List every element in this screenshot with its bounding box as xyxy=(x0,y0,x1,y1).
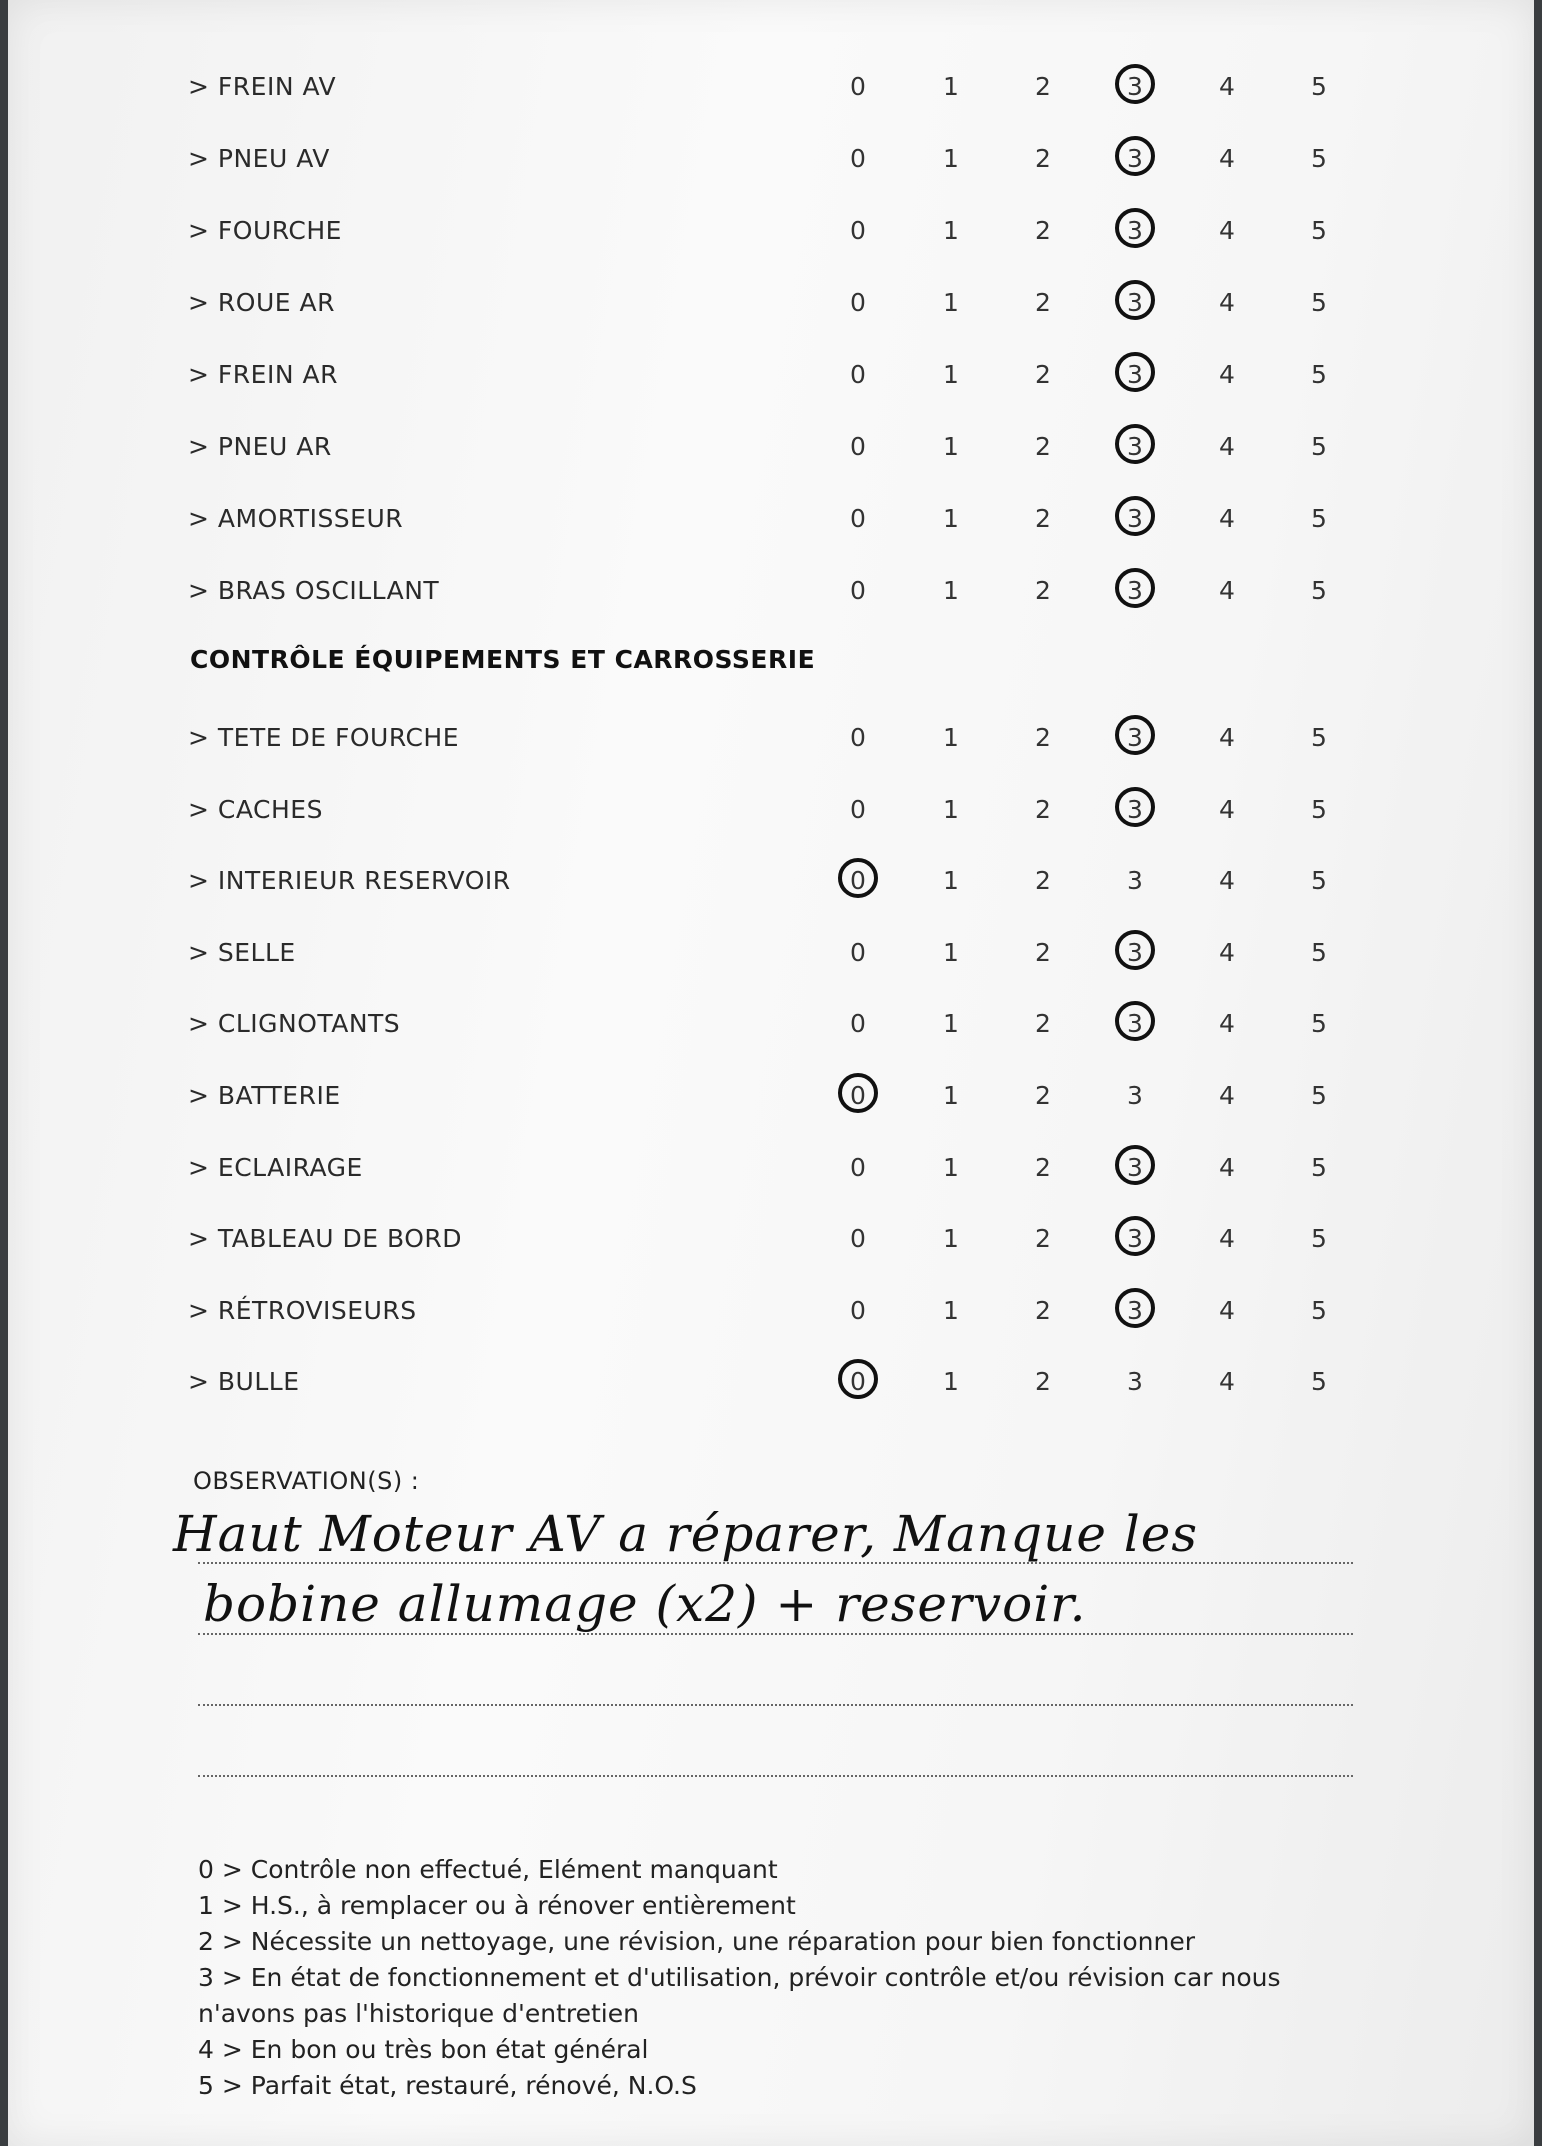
legend-item-4: 4 > En bon ou très bon état général xyxy=(198,2035,649,2064)
rating-option-5[interactable]: 5 xyxy=(1311,1224,1327,1254)
rating-option-1[interactable]: 1 xyxy=(943,288,959,317)
rating-option-1[interactable]: 1 xyxy=(943,576,959,605)
rating-option-2[interactable]: 2 xyxy=(1035,144,1051,173)
rating-option-1[interactable]: 1 xyxy=(943,432,959,461)
checklist-row xyxy=(8,566,1534,616)
checklist-item-label: > RÉTROVISEURS xyxy=(188,1295,417,1325)
rating-option-2[interactable]: 2 xyxy=(1035,360,1051,389)
rating-option-1[interactable]: 1 xyxy=(943,1081,959,1110)
selected-rating-circle xyxy=(1115,787,1155,827)
checklist-row xyxy=(8,928,1534,978)
checklist-row xyxy=(8,134,1534,184)
rating-option-3[interactable]: 3 xyxy=(1127,360,1143,389)
checklist-row xyxy=(8,278,1534,328)
rating-option-1[interactable]: 1 xyxy=(943,723,959,752)
rating-option-5[interactable]: 5 xyxy=(1311,1009,1327,1039)
rating-option-2[interactable]: 2 xyxy=(1035,1081,1051,1110)
rating-option-4[interactable]: 4 xyxy=(1219,866,1235,896)
checklist-row xyxy=(8,494,1534,544)
rating-option-5[interactable]: 5 xyxy=(1311,576,1327,605)
rating-option-4[interactable]: 4 xyxy=(1219,288,1235,317)
checklist-item-label: > FREIN AV xyxy=(188,72,337,101)
rating-option-0[interactable]: 0 xyxy=(850,576,866,605)
legend-item-5: 5 > Parfait état, restauré, rénové, N.O.S xyxy=(198,2071,697,2100)
rating-option-3[interactable]: 3 xyxy=(1127,576,1143,605)
checklist-item-label: > INTERIEUR RESERVOIR xyxy=(188,866,511,896)
checklist-row xyxy=(8,422,1534,472)
checklist-item-label: > CACHES xyxy=(188,794,323,824)
observations-title: OBSERVATION(S) : xyxy=(193,1467,420,1495)
rating-option-3[interactable]: 3 xyxy=(1127,866,1143,896)
checklist-row xyxy=(8,1143,1534,1193)
rating-option-3[interactable]: 3 xyxy=(1127,288,1143,317)
legend-item-1: 1 > H.S., à remplacer ou à rénover entièrement xyxy=(198,1891,796,1920)
rating-option-3[interactable]: 3 xyxy=(1127,216,1143,245)
rating-option-0[interactable]: 0 xyxy=(850,1224,866,1254)
rating-option-5[interactable]: 5 xyxy=(1311,866,1327,896)
rating-option-4[interactable]: 4 xyxy=(1219,432,1235,461)
selected-rating-circle xyxy=(838,858,878,898)
rating-option-5[interactable]: 5 xyxy=(1311,144,1327,173)
selected-rating-circle xyxy=(1115,568,1155,608)
rating-option-3[interactable]: 3 xyxy=(1127,504,1143,533)
rating-option-2[interactable]: 2 xyxy=(1035,288,1051,317)
rating-option-2[interactable]: 2 xyxy=(1035,1009,1051,1039)
rating-option-3[interactable]: 3 xyxy=(1127,144,1143,173)
rating-option-3[interactable]: 3 xyxy=(1127,1367,1143,1397)
rating-option-4[interactable]: 4 xyxy=(1219,360,1235,389)
checklist-item-label: > TABLEAU DE BORD xyxy=(188,1224,463,1254)
rating-option-3[interactable]: 3 xyxy=(1127,1081,1143,1110)
selected-rating-circle xyxy=(1115,1145,1155,1185)
rating-option-2[interactable]: 2 xyxy=(1035,937,1051,967)
rating-option-4[interactable]: 4 xyxy=(1219,794,1235,824)
checklist-item-label: > ECLAIRAGE xyxy=(188,1152,363,1182)
checklist-item-label: > AMORTISSEUR xyxy=(188,504,404,533)
selected-rating-circle xyxy=(1115,208,1155,248)
checklist-item-label: > CLIGNOTANTS xyxy=(188,1009,401,1039)
rating-option-4[interactable]: 4 xyxy=(1219,576,1235,605)
checklist-row xyxy=(8,1214,1534,1264)
section-title: CONTRÔLE ÉQUIPEMENTS ET CARROSSERIE xyxy=(190,645,816,674)
rating-option-3[interactable]: 3 xyxy=(1127,1295,1143,1325)
rating-option-1[interactable]: 1 xyxy=(943,1224,959,1254)
rating-option-1[interactable]: 1 xyxy=(943,866,959,896)
rating-option-5[interactable]: 5 xyxy=(1311,360,1327,389)
rating-option-2[interactable]: 2 xyxy=(1035,723,1051,752)
rating-option-5[interactable]: 5 xyxy=(1311,288,1327,317)
rating-option-2[interactable]: 2 xyxy=(1035,1152,1051,1182)
selected-rating-circle xyxy=(1115,1216,1155,1256)
rating-option-5[interactable]: 5 xyxy=(1311,432,1327,461)
rating-option-1[interactable]: 1 xyxy=(943,360,959,389)
rating-option-1[interactable]: 1 xyxy=(943,1009,959,1039)
rating-option-1[interactable]: 1 xyxy=(943,1152,959,1182)
rating-option-2[interactable]: 2 xyxy=(1035,866,1051,896)
legend-item-2: 2 > Nécessite un nettoyage, une révision, une réparation pour bien fonctionner xyxy=(198,1927,1196,1956)
selected-rating-circle xyxy=(1115,1288,1155,1328)
rating-option-4[interactable]: 4 xyxy=(1219,937,1235,967)
selected-rating-circle xyxy=(1115,136,1155,176)
rating-option-0[interactable]: 0 xyxy=(850,360,866,389)
selected-rating-circle xyxy=(1115,280,1155,320)
rating-option-0[interactable]: 0 xyxy=(850,723,866,752)
rating-option-2[interactable]: 2 xyxy=(1035,216,1051,245)
rating-option-1[interactable]: 1 xyxy=(943,504,959,533)
rating-option-0[interactable]: 0 xyxy=(850,504,866,533)
rating-option-3[interactable]: 3 xyxy=(1127,794,1143,824)
rating-option-4[interactable]: 4 xyxy=(1219,504,1235,533)
rating-option-3[interactable]: 3 xyxy=(1127,723,1143,752)
checklist-item-label: > FOURCHE xyxy=(188,216,342,245)
rating-option-0[interactable]: 0 xyxy=(850,1367,866,1397)
rating-option-3[interactable]: 3 xyxy=(1127,432,1143,461)
inspection-sheet xyxy=(8,0,1534,2146)
checklist-row xyxy=(8,1071,1534,1121)
rating-option-0[interactable]: 0 xyxy=(850,72,866,101)
rating-option-1[interactable]: 1 xyxy=(943,794,959,824)
rating-option-2[interactable]: 2 xyxy=(1035,1367,1051,1397)
rating-option-5[interactable]: 5 xyxy=(1311,1295,1327,1325)
legend-item-0: 0 > Contrôle non effectué, Elément manquant xyxy=(198,1855,778,1884)
rating-option-4[interactable]: 4 xyxy=(1219,1081,1235,1110)
observation-line xyxy=(198,1633,1353,1635)
checklist-row xyxy=(8,1357,1534,1407)
rating-option-1[interactable]: 1 xyxy=(943,1295,959,1325)
checklist-item-label: > BULLE xyxy=(188,1367,300,1397)
selected-rating-circle xyxy=(1115,930,1155,970)
rating-option-2[interactable]: 2 xyxy=(1035,1295,1051,1325)
rating-option-2[interactable]: 2 xyxy=(1035,576,1051,605)
checklist-item-label: > PNEU AV xyxy=(188,144,330,173)
rating-option-4[interactable]: 4 xyxy=(1219,723,1235,752)
checklist-item-label: > PNEU AR xyxy=(188,432,332,461)
selected-rating-circle xyxy=(1115,64,1155,104)
rating-option-0[interactable]: 0 xyxy=(850,432,866,461)
selected-rating-circle xyxy=(838,1073,878,1113)
rating-option-3[interactable]: 3 xyxy=(1127,1009,1143,1039)
rating-option-0[interactable]: 0 xyxy=(850,937,866,967)
selected-rating-circle xyxy=(1115,424,1155,464)
checklist-row xyxy=(8,713,1534,763)
rating-option-4[interactable]: 4 xyxy=(1219,72,1235,101)
rating-option-0[interactable]: 0 xyxy=(850,1009,866,1039)
checklist-row xyxy=(8,206,1534,256)
checklist-row xyxy=(8,1286,1534,1336)
rating-option-5[interactable]: 5 xyxy=(1311,1081,1327,1110)
rating-option-5[interactable]: 5 xyxy=(1311,723,1327,752)
observation-line xyxy=(198,1562,1353,1564)
selected-rating-circle xyxy=(1115,496,1155,536)
rating-option-0[interactable]: 0 xyxy=(850,288,866,317)
checklist-item-label: > BRAS OSCILLANT xyxy=(188,576,440,605)
rating-option-2[interactable]: 2 xyxy=(1035,432,1051,461)
rating-option-3[interactable]: 3 xyxy=(1127,1224,1143,1254)
rating-option-4[interactable]: 4 xyxy=(1219,144,1235,173)
selected-rating-circle xyxy=(1115,715,1155,755)
checklist-row xyxy=(8,785,1534,835)
rating-option-1[interactable]: 1 xyxy=(943,1367,959,1397)
rating-option-3[interactable]: 3 xyxy=(1127,72,1143,101)
checklist-row xyxy=(8,856,1534,906)
rating-option-5[interactable]: 5 xyxy=(1311,504,1327,533)
checklist-item-label: > BATTERIE xyxy=(188,1081,341,1110)
observation-handwriting-line-1: Haut Moteur AV a réparer, Manque les xyxy=(173,1505,1199,1563)
rating-option-2[interactable]: 2 xyxy=(1035,504,1051,533)
checklist-item-label: > TETE DE FOURCHE xyxy=(188,723,459,752)
rating-option-0[interactable]: 0 xyxy=(850,794,866,824)
rating-option-2[interactable]: 2 xyxy=(1035,1224,1051,1254)
rating-option-4[interactable]: 4 xyxy=(1219,1152,1235,1182)
legend-item-3: 3 > En état de fonctionnement et d'utilisation, prévoir contrôle et/ou révision car nous n'avons pas l'historique d'entretien xyxy=(198,1963,1281,2028)
checklist-row xyxy=(8,999,1534,1049)
rating-option-4[interactable]: 4 xyxy=(1219,1367,1235,1397)
checklist-item-label: > SELLE xyxy=(188,937,296,967)
rating-option-4[interactable]: 4 xyxy=(1219,216,1235,245)
rating-option-2[interactable]: 2 xyxy=(1035,72,1051,101)
rating-option-0[interactable]: 0 xyxy=(850,866,866,896)
checklist-item-label: > FREIN AR xyxy=(188,360,338,389)
rating-option-0[interactable]: 0 xyxy=(850,1152,866,1182)
rating-option-5[interactable]: 5 xyxy=(1311,1152,1327,1182)
rating-option-5[interactable]: 5 xyxy=(1311,1367,1327,1397)
rating-legend xyxy=(198,1852,1358,2104)
rating-option-0[interactable]: 0 xyxy=(850,216,866,245)
rating-option-5[interactable]: 5 xyxy=(1311,794,1327,824)
rating-option-4[interactable]: 4 xyxy=(1219,1295,1235,1325)
rating-option-4[interactable]: 4 xyxy=(1219,1224,1235,1254)
rating-option-1[interactable]: 1 xyxy=(943,72,959,101)
rating-option-4[interactable]: 4 xyxy=(1219,1009,1235,1039)
rating-option-2[interactable]: 2 xyxy=(1035,794,1051,824)
rating-option-5[interactable]: 5 xyxy=(1311,72,1327,101)
checklist-row xyxy=(8,62,1534,112)
rating-option-5[interactable]: 5 xyxy=(1311,216,1327,245)
observation-line xyxy=(198,1775,1353,1777)
rating-option-1[interactable]: 1 xyxy=(943,144,959,173)
rating-option-1[interactable]: 1 xyxy=(943,216,959,245)
rating-option-0[interactable]: 0 xyxy=(850,144,866,173)
checklist-item-label: > ROUE AR xyxy=(188,288,335,317)
checklist-row xyxy=(8,350,1534,400)
observation-handwriting-line-2: bobine allumage (x2) + reservoir. xyxy=(203,1575,1087,1633)
selected-rating-circle xyxy=(1115,352,1155,392)
rating-option-0[interactable]: 0 xyxy=(850,1295,866,1325)
rating-option-1[interactable]: 1 xyxy=(943,937,959,967)
rating-option-3[interactable]: 3 xyxy=(1127,1152,1143,1182)
rating-option-0[interactable]: 0 xyxy=(850,1081,866,1110)
observation-line xyxy=(198,1704,1353,1706)
rating-option-5[interactable]: 5 xyxy=(1311,937,1327,967)
rating-option-3[interactable]: 3 xyxy=(1127,937,1143,967)
